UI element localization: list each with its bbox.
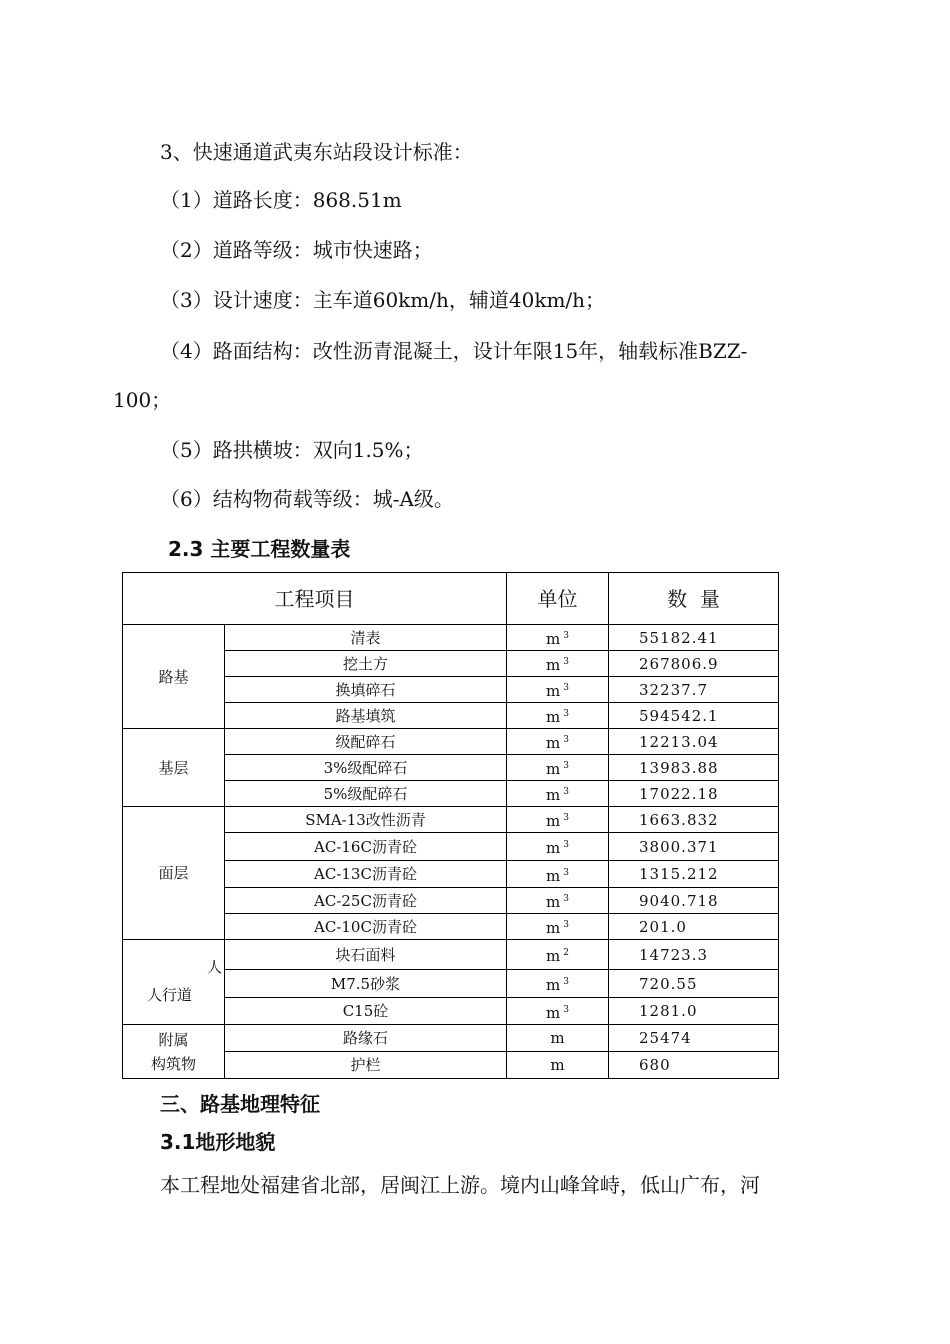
row-unit: m (507, 1025, 609, 1052)
row-item: 块石面料 (225, 940, 507, 970)
item-1: （1）道路长度：868.51m (160, 188, 402, 212)
row-unit: m $^3$ (507, 703, 609, 729)
row-unit: m $^2$ (507, 940, 609, 970)
row-unit: m $^3$ (507, 833, 609, 861)
row-item: 路基填筑 (225, 703, 507, 729)
row-qty: 1663.832 (609, 807, 779, 833)
row-unit: m $^3$ (507, 755, 609, 781)
row-item: C15砼 (225, 998, 507, 1025)
group-label-extra: 人 (206, 958, 222, 976)
group-label: 基层 (123, 729, 225, 807)
row-unit: m $^3$ (507, 888, 609, 914)
row-unit: m $^3$ (507, 861, 609, 888)
row-unit: m $^3$ (507, 781, 609, 807)
row-qty: 1315.212 (609, 861, 779, 888)
row-qty: 720.55 (609, 970, 779, 998)
table-title: 2.3 主要工程数量表 (168, 537, 351, 561)
header-qty: 数 量 (609, 573, 779, 625)
row-unit: m $^3$ (507, 651, 609, 677)
row-unit: m $^3$ (507, 677, 609, 703)
section-three-heading: 三、路基地理特征 (160, 1092, 320, 1116)
row-item: SMA-13改性沥青 (225, 807, 507, 833)
row-unit: m $^3$ (507, 914, 609, 940)
group-label (123, 1025, 225, 1079)
row-qty: 201.0 (609, 914, 779, 940)
item-5: （5）路拱横坡：双向1.5%； (160, 438, 424, 462)
row-unit: m $^3$ (507, 970, 609, 998)
group-label-main: 人行道 (147, 986, 193, 1004)
row-item: 路缘石 (225, 1025, 507, 1052)
group-label-line2: 构筑物 (150, 1054, 196, 1073)
section-3-heading: 3、快速通道武夷东站段设计标准： (160, 140, 473, 164)
row-qty: 267806.9 (609, 651, 779, 677)
row-unit: m $^3$ (507, 729, 609, 755)
row-qty: 680 (609, 1052, 779, 1079)
item-4: （4）路面结构：改性沥青混凝土，设计年限15年，轴载标准BZZ- (160, 339, 748, 363)
row-qty: 55182.41 (609, 625, 779, 651)
row-item: AC-16C沥青砼 (225, 833, 507, 861)
body-paragraph: 本工程地处福建省北部，居闽江上游。境内山峰耸峙，低山广布，河 (160, 1173, 760, 1197)
group-label: 路基 (123, 625, 225, 729)
row-item: 清表 (225, 625, 507, 651)
group-label-line1: 附属 (158, 1030, 189, 1049)
row-item: 护栏 (225, 1052, 507, 1079)
row-item: AC-10C沥青砼 (225, 914, 507, 940)
row-qty: 17022.18 (609, 781, 779, 807)
row-unit: m (507, 1052, 609, 1079)
header-item: 工程项目 (123, 573, 507, 625)
row-item: AC-13C沥青砼 (225, 861, 507, 888)
row-qty: 32237.7 (609, 677, 779, 703)
row-qty: 25474 (609, 1025, 779, 1052)
row-qty: 1281.0 (609, 998, 779, 1025)
row-qty: 12213.04 (609, 729, 779, 755)
section-3-1-heading: 3.1地形地貌 (160, 1130, 276, 1154)
row-item: 5%级配碎石 (225, 781, 507, 807)
item-3: （3）设计速度：主车道60km/h，辅道40km/h； (160, 288, 606, 312)
row-qty: 3800.371 (609, 833, 779, 861)
row-unit: m $^3$ (507, 625, 609, 651)
item-4-cont: 100； (113, 388, 172, 412)
item-2: （2）道路等级：城市快速路； (160, 238, 433, 262)
header-unit: 单位 (507, 573, 609, 625)
row-item: 级配碎石 (225, 729, 507, 755)
quantity-table (122, 572, 779, 1079)
row-item: AC-25C沥青砼 (225, 888, 507, 914)
row-item: 3%级配碎石 (225, 755, 507, 781)
item-6: （6）结构物荷载等级：城-A级。 (160, 487, 454, 511)
row-qty: 14723.3 (609, 940, 779, 970)
row-qty: 594542.1 (609, 703, 779, 729)
row-qty: 13983.88 (609, 755, 779, 781)
row-item: 挖土方 (225, 651, 507, 677)
row-item: 换填碎石 (225, 677, 507, 703)
row-qty: 9040.718 (609, 888, 779, 914)
row-item: M7.5砂浆 (225, 970, 507, 998)
group-label (123, 940, 225, 1025)
row-unit: m $^3$ (507, 807, 609, 833)
row-unit: m $^3$ (507, 998, 609, 1025)
group-label: 面层 (123, 807, 225, 940)
